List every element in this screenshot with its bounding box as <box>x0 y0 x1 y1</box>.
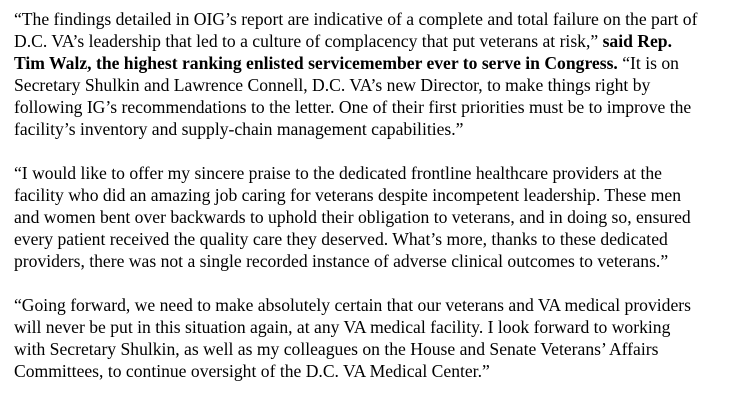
text-line: “Going forward, we need to make absolutely certain that our veterans and VA medical providers <box>14 295 691 315</box>
speaker-attribution: said Rep. <box>602 31 672 51</box>
text-line: and women bent over backwards to uphold their obligation to veterans, and in doing so, ensured <box>14 207 691 227</box>
speaker-attribution: Tim Walz, the highest ranking enlisted servicemember ever to serve in Congress. <box>14 53 618 73</box>
text-line: every patient received the quality care they deserved. What’s more, thanks to these dedicated <box>14 229 668 249</box>
text-line: Secretary Shulkin and Lawrence Connell, D.C. VA’s new Director, to make things right by <box>14 75 651 95</box>
text-line: with Secretary Shulkin, as well as my colleagues on the House and Senate Veterans’ Affairs <box>14 339 659 359</box>
text-line: facility’s inventory and supply-chain management capabilities.” <box>14 119 464 139</box>
text-span: “It is on <box>617 53 679 73</box>
text-line: “The findings detailed in OIG’s report are indicative of a complete and total failure on the part of <box>14 9 698 29</box>
press-statement <box>14 8 744 404</box>
text-line: following IG’s recommendations to the letter. One of their first priorities must be to improve the <box>14 97 692 117</box>
text-span: D.C. VA’s leadership that led to a culture of complacency that put veterans at risk,” <box>14 31 603 51</box>
quote-paragraph-1 <box>14 8 744 140</box>
text-line: “I would like to offer my sincere praise to the dedicated frontline healthcare providers at the <box>14 163 662 183</box>
quote-paragraph-3 <box>14 294 744 382</box>
quote-paragraph-2 <box>14 162 744 272</box>
text-line <box>14 52 744 74</box>
text-line: facility who did an amazing job caring for veterans despite incompetent leadership. These men <box>14 185 682 205</box>
text-line: Committees, to continue oversight of the D.C. VA Medical Center.” <box>14 361 490 381</box>
text-line <box>14 30 744 52</box>
text-line: will never be put in this situation again, at any VA medical facility. I look forward to working <box>14 317 671 337</box>
text-line: providers, there was not a single recorded instance of adverse clinical outcomes to veterans.” <box>14 251 669 271</box>
